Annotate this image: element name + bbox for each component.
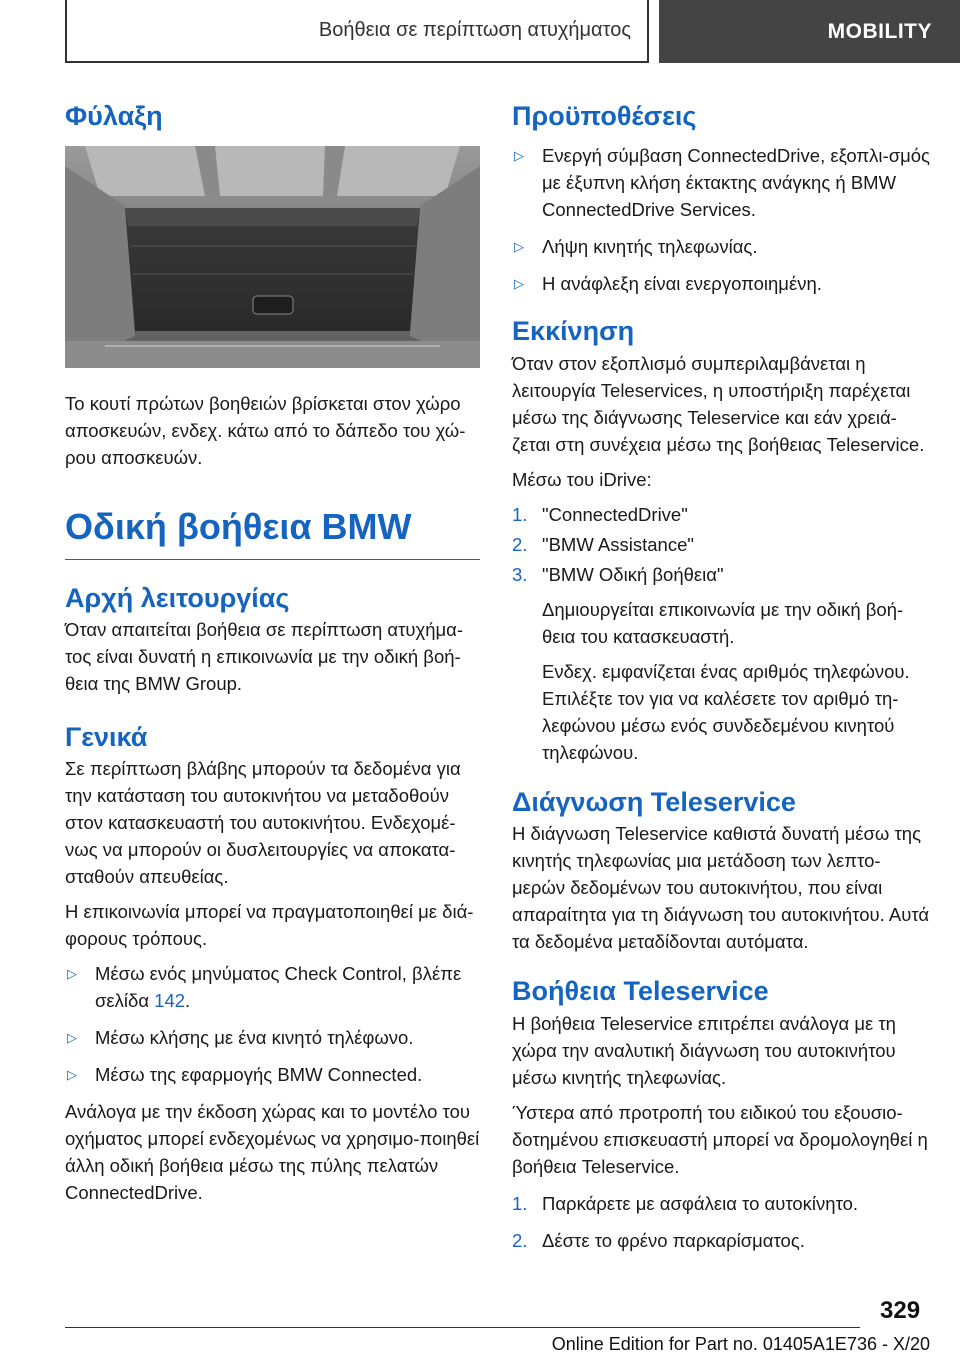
step-text: "BMW Οδική βοήθεια" (542, 563, 724, 585)
step-note: Δημιουργείται επικοινωνία με την οδική βοή-θεια του κατασκευαστή. (542, 598, 904, 647)
list-item (512, 561, 932, 588)
section-label: MOBILITY (827, 19, 932, 43)
trunk-image (65, 146, 480, 368)
prereq-heading: Προϋποθέσεις (512, 101, 697, 131)
step-number: 1. (512, 1192, 528, 1214)
step-text: "ConnectedDrive" (542, 503, 688, 525)
step-number: 2. (512, 1229, 528, 1251)
triangle-icon: ▷ (514, 239, 524, 255)
diag-text: Η διάγνωση Teleservice καθιστά δυνατή μέσω της κινητής τηλεφωνίας μια μετάδοση των λεπτο-μερών δεδομένων του αυτοκινήτου, που είναι απαραίτητα για τη διάγνωση του αυτοκινήτου. Αυτά τα δεδομένα μεταδίδονται αυτόματα. (512, 823, 930, 953)
list-item-suffix: . (185, 990, 191, 1012)
list-item-text: Η ανάφλεξη είναι ενεργοποιημένη. (542, 273, 822, 295)
triangle-icon: ▷ (514, 148, 524, 164)
list-item-text: Μέσω ενός μηνύματος Check Control, βλέπε σελίδα (95, 963, 462, 1012)
list-item-text: Μέσω κλήσης με ένα κινητό τηλέφωνο. (95, 1027, 414, 1049)
list-item (512, 531, 932, 558)
edition-footer: Online Edition for Part no. 01405A1E736 - X/20 (551, 1334, 930, 1354)
general-text: Σε περίπτωση βλάβης μπορούν τα δεδομένα για την κατάσταση του αυτοκινήτου να μεταδοθούν στον κατασκευαστή του αυτοκινήτου. Ενδεχομέ-νως να μπορούν οι δυσλειτουργίες να αποκατα-σταθούν απευθείας. (65, 758, 461, 888)
principle-text: Όταν απαιτείται βοήθεια σε περίπτωση ατυχήμα-τος είναι δυνατή η επικοινωνία με την οδική βοή-θεια της BMW Group. (65, 618, 464, 694)
list-item (65, 1024, 480, 1051)
list-item (512, 1190, 932, 1217)
help-heading: Βοήθεια Teleservice (512, 976, 769, 1007)
step-note-2: Ενδεχ. εμφανίζεται ένας αριθμός τηλεφώνου. Επιλέξτε τον για να καλέσετε τον αριθμό τη-λεφώνου μέσω ενός συνδεδεμένου κινητού τηλεφώνου. (542, 660, 910, 763)
trunk-illustration (65, 146, 480, 368)
start-text: Όταν στον εξοπλισμό συμπεριλαμβάνεται η λειτουργία Teleservices, η υποστήριξη παρέχεται μέσω της διάγνωσης Teleservice και εάν χρειά-ζεται στη συνέχεια μέσω της βοήθειας Teleservice. (512, 352, 925, 455)
list-item (512, 1227, 932, 1254)
principle-heading: Αρχή λειτουργίας (65, 582, 290, 613)
list-item-text: Μέσω της εφαρμογής BMW Connected. (95, 1064, 423, 1086)
step-list (512, 501, 932, 588)
general-text-2: Η επικοινωνία μπορεί να πραγματοποιηθεί με διά-φορους τρόπους. (65, 901, 474, 950)
step-number: 2. (512, 533, 528, 555)
page-number: 329 (880, 1297, 921, 1324)
list-item (65, 1061, 480, 1088)
list-item-text: Λήψη κινητής τηλεφωνίας. (542, 236, 758, 258)
list-item (512, 501, 932, 528)
step-number: 3. (512, 563, 528, 585)
storage-text: Το κουτί πρώτων βοηθειών βρίσκεται στον χώρο αποσκευών, ενδεχ. κάτω από το δάπεδο του χώ-ρου αποσκευών. (65, 393, 466, 469)
step-text: Παρκάρετε με ασφάλεια το αυτοκίνητο. (542, 1192, 859, 1214)
prereq-list (512, 142, 932, 297)
via-idrive: Μέσω του iDrive: (512, 468, 652, 490)
list-item (65, 960, 480, 1014)
main-heading: Οδική βοήθεια BMW (65, 505, 480, 559)
list-item (512, 270, 932, 297)
help-step-list (512, 1190, 932, 1254)
section-tab (659, 0, 960, 63)
list-item (512, 233, 932, 260)
step-number: 1. (512, 503, 528, 525)
triangle-icon: ▷ (514, 276, 524, 292)
triangle-icon: ▷ (67, 966, 77, 982)
left-column (65, 100, 480, 1214)
chapter-title: Βοήθεια σε περίπτωση ατυχήματος (318, 19, 631, 41)
step-text: "BMW Assistance" (542, 533, 694, 555)
chapter-header (65, 0, 649, 63)
list-item (512, 142, 932, 223)
bullet-list (65, 960, 480, 1088)
help-text: Η βοήθεια Teleservice επιτρέπει ανάλογα με τη χώρα την αναλυτική διάγνωση του αυτοκινήτου μέσω κινητής τηλεφωνίας. (512, 1012, 896, 1088)
closing-text: Ανάλογα με την έκδοση χώρας και το μοντέλο του οχήματος μπορεί ενδεχομένως να χρησιμο-ποιηθεί άλλη οδική βοήθεια μέσω της πύλης πελατών ConnectedDrive. (65, 1101, 480, 1204)
right-column (512, 100, 932, 1264)
triangle-icon: ▷ (67, 1030, 77, 1046)
page-link[interactable]: 142 (154, 990, 186, 1012)
storage-heading: Φύλαξη (65, 101, 163, 131)
start-heading: Εκκίνηση (512, 316, 635, 347)
footer-divider (65, 1327, 860, 1328)
general-heading: Γενικά (65, 721, 148, 752)
help-text-2: Ύστερα από προτροπή του ειδικού του εξουσιο-δοτημένου επισκευαστή μπορεί να δρομολογηθεί η βοήθεια Teleservice. (512, 1101, 928, 1177)
diag-heading: Διάγνωση Teleservice (512, 786, 796, 817)
triangle-icon: ▷ (67, 1067, 77, 1083)
list-item-text: Ενεργή σύμβαση ConnectedDrive, εξοπλι-σμός με έξυπνη κλήση έκτακτης ανάγκης ή BMW ConnectedDrive Services. (542, 145, 930, 221)
step-text: Δέστε το φρένο παρκαρίσματος. (542, 1229, 805, 1251)
